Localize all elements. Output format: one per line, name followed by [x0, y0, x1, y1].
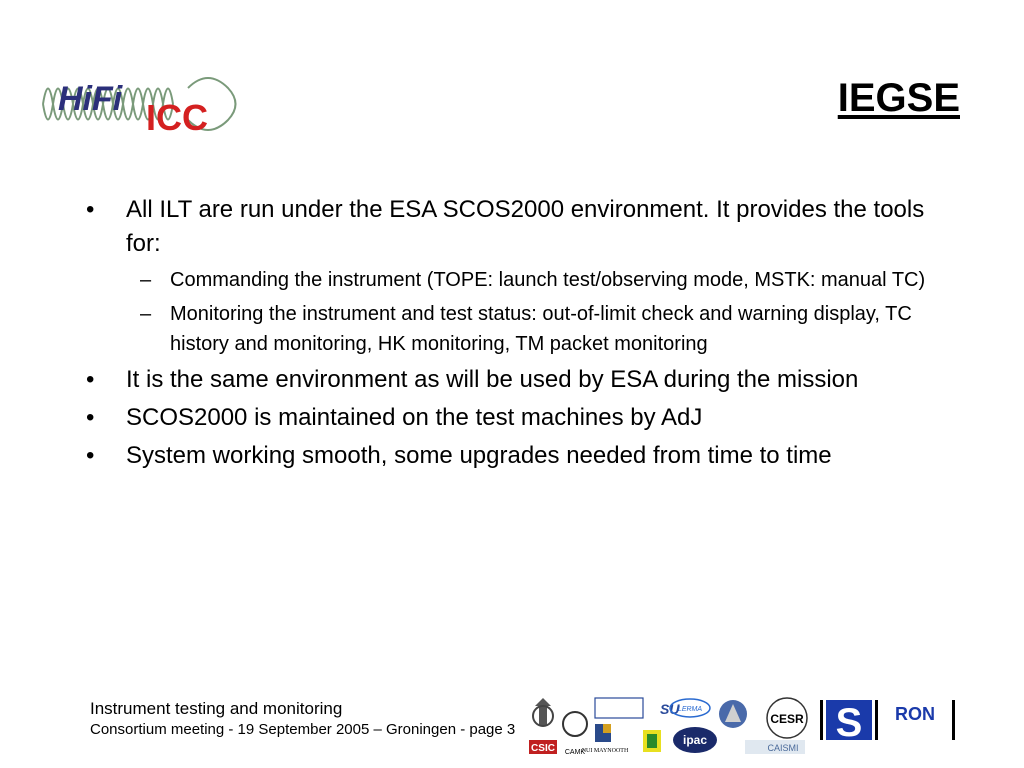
footer-meeting: Consortium meeting - 19 September 2005 – Groningen - page 3 [90, 721, 516, 738]
svg-text:S: S [835, 701, 863, 744]
svg-text:RON: RON [895, 704, 935, 724]
sron-logo [820, 698, 960, 744]
bullet-text: SCOS2000 is maintained on the test machines by AdJ [126, 404, 703, 431]
slide-title: IEGSE [837, 76, 960, 120]
observatory-logo [719, 700, 747, 728]
bullet-text: System working smooth, some upgrades needed from time to time [126, 442, 832, 469]
sub-bullet-item [140, 299, 936, 359]
yellow-green-logo [643, 730, 661, 752]
bullet-list [86, 193, 936, 477]
bullet-item [86, 401, 936, 435]
csic-logo [529, 698, 557, 754]
cesr-logo [767, 698, 807, 738]
sub-bullet-mark: – [140, 303, 152, 325]
bullet-text: All ILT are run under the ESA SCOS2000 environment. It provides the tools for: [126, 196, 925, 257]
meeting-stamp-logo [595, 698, 643, 718]
sub-bullet-item [140, 265, 936, 295]
bullet-text: It is the same environment as will be used by ESA during the mission [126, 366, 859, 393]
bullet-mark: • [86, 196, 95, 223]
footer-title: Instrument testing and monitoring [90, 699, 343, 718]
svg-text:NUI MAYNOOTH: NUI MAYNOOTH [581, 748, 629, 754]
bullet-item [86, 193, 936, 261]
svg-text:CAMK: CAMK [564, 749, 586, 756]
bullet-item [86, 363, 936, 397]
sub-bullet-text: Monitoring the instrument and test status: out-of-limit check and warning display, TC history and monitoring, HK monitoring, TM packet monitoring [170, 303, 912, 355]
svg-text:CSIC: CSIC [531, 743, 555, 754]
footer [90, 698, 530, 740]
hifi-logo-text: HiFi [58, 80, 123, 118]
caismi-logo [745, 740, 805, 754]
bullet-item [86, 439, 936, 473]
sub-bullet-text: Commanding the instrument (TOPE: launch test/observing mode, MSTK: manual TC) [170, 269, 926, 291]
bullet-mark: • [86, 442, 95, 469]
sub-bullet-mark: – [140, 269, 152, 291]
icc-logo-text: ICC [146, 97, 208, 138]
svg-text:CESR: CESR [770, 712, 804, 726]
ipac-logo [673, 727, 717, 753]
svg-text:ipac: ipac [682, 733, 708, 747]
bullet-mark: • [86, 366, 95, 393]
nui-maynooth-logo [582, 724, 629, 754]
bullet-mark: • [86, 404, 95, 431]
svg-text:SU: SU [660, 701, 680, 717]
svg-text:LERMA: LERMA [677, 706, 703, 713]
hifi-icc-logo [38, 68, 253, 140]
svg-text:CAISMI: CAISMI [767, 743, 799, 753]
